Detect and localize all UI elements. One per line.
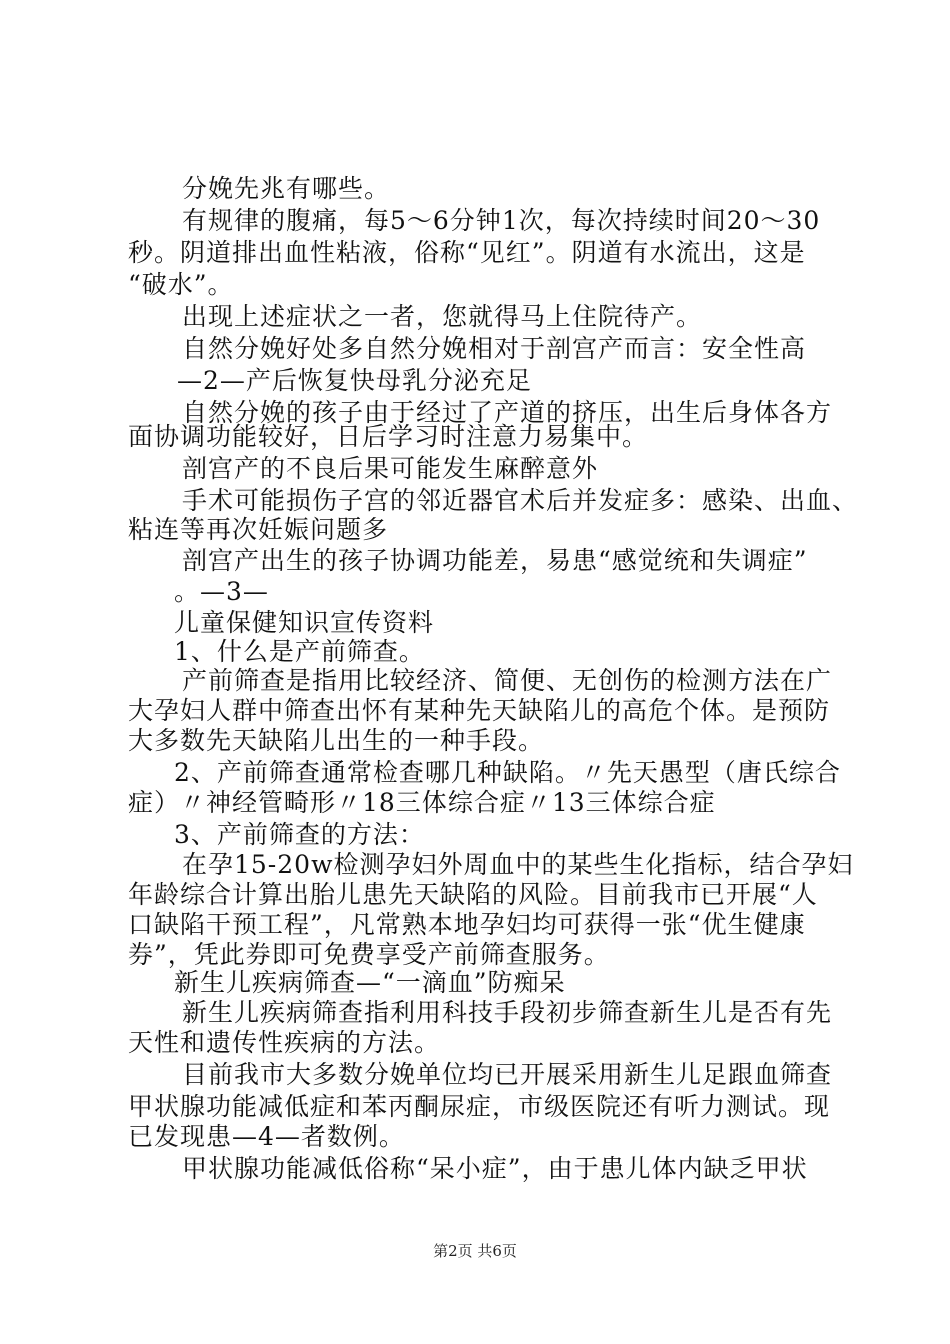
text-line: 大多数先天缺陷儿出生的一种手段。 [128,726,545,755]
text-line: 券”，凭此券即可免费享受产前筛查服务。 [128,940,610,969]
text-line: 剖宫产的不良后果可能发生麻醉意外 [182,454,599,483]
text-line: 大孕妇人群中筛查出怀有某种先天缺陷儿的高危个体。是预防 [128,696,831,725]
text-line: —2—产后恢复快母乳分泌充足 [177,366,532,395]
text-line: 症）〃神经管畸形〃18三体综合症〃13三体综合症 [128,788,716,817]
text-line: 手术可能损伤子宫的邻近器官术后并发症多：感染、出血、 [182,486,859,515]
text-line: 甲状腺功能减低症和苯丙酮尿症，市级医院还有听力测试。现 [128,1092,831,1121]
text-line: 甲状腺功能减低俗称“呆小症”，由于患儿体内缺乏甲状 [182,1154,808,1183]
text-line: 。—3— [174,577,269,606]
text-line: 3、产前筛查的方法： [174,820,425,849]
text-line: 自然分娩的孩子由于经过了产道的挤压，出生后身体各方 [182,398,833,427]
text-line: 口缺陷干预工程”，凡常熟本地孕妇均可获得一张“优生健康 [128,910,806,939]
text-line: 1、什么是产前筛查。 [174,637,425,666]
page-footer: 第2页 共6页 [433,1242,517,1260]
text-line: 产前筛查是指用比较经济、简便、无创伤的检测方法在广 [182,666,833,695]
text-line: “破水”。 [128,270,234,299]
text-line: 在孕15-20w检测孕妇外周血中的某些生化指标，结合孕妇 [182,850,854,879]
text-line: 自然分娩好处多自然分娩相对于剖宫产而言：安全性高 [182,334,807,363]
text-line: 面协调功能较好，日后学习时注意力易集中。 [128,422,649,451]
text-line: 秒。阴道排出血性粘液，俗称“见红”。阴道有水流出，这是 [128,238,806,267]
text-line: 已发现患—4—者数例。 [128,1122,405,1151]
text-line: 出现上述症状之一者，您就得马上住院待产。 [182,302,703,331]
section-heading: 儿童保健知识宣传资料 [174,608,435,637]
text-line: 粘连等再次妊娠问题多 [128,515,389,544]
text-line: 剖宫产出生的孩子协调功能差，易患“感觉统和失调症” [182,546,808,575]
text-line: 新生儿疾病筛查指利用科技手段初步筛查新生儿是否有先 [182,998,833,1027]
text-line: 年龄综合计算出胎儿患先天缺陷的风险。目前我市已开展“人 [128,880,818,909]
text-line: 目前我市大多数分娩单位均已开展采用新生儿足跟血筛查 [182,1060,833,1089]
text-line: 新生儿疾病筛查—“一滴血”防痴呆 [174,968,566,997]
text-line: 分娩先兆有哪些。 [182,174,391,203]
text-line: 2、产前筛查通常检查哪几种缺陷。〃先天愚型（唐氏综合 [174,758,841,787]
text-line: 有规律的腹痛，每5～6分钟1次，每次持续时间20～30 [182,206,821,235]
text-line: 天性和遗传性疾病的方法。 [128,1028,441,1057]
